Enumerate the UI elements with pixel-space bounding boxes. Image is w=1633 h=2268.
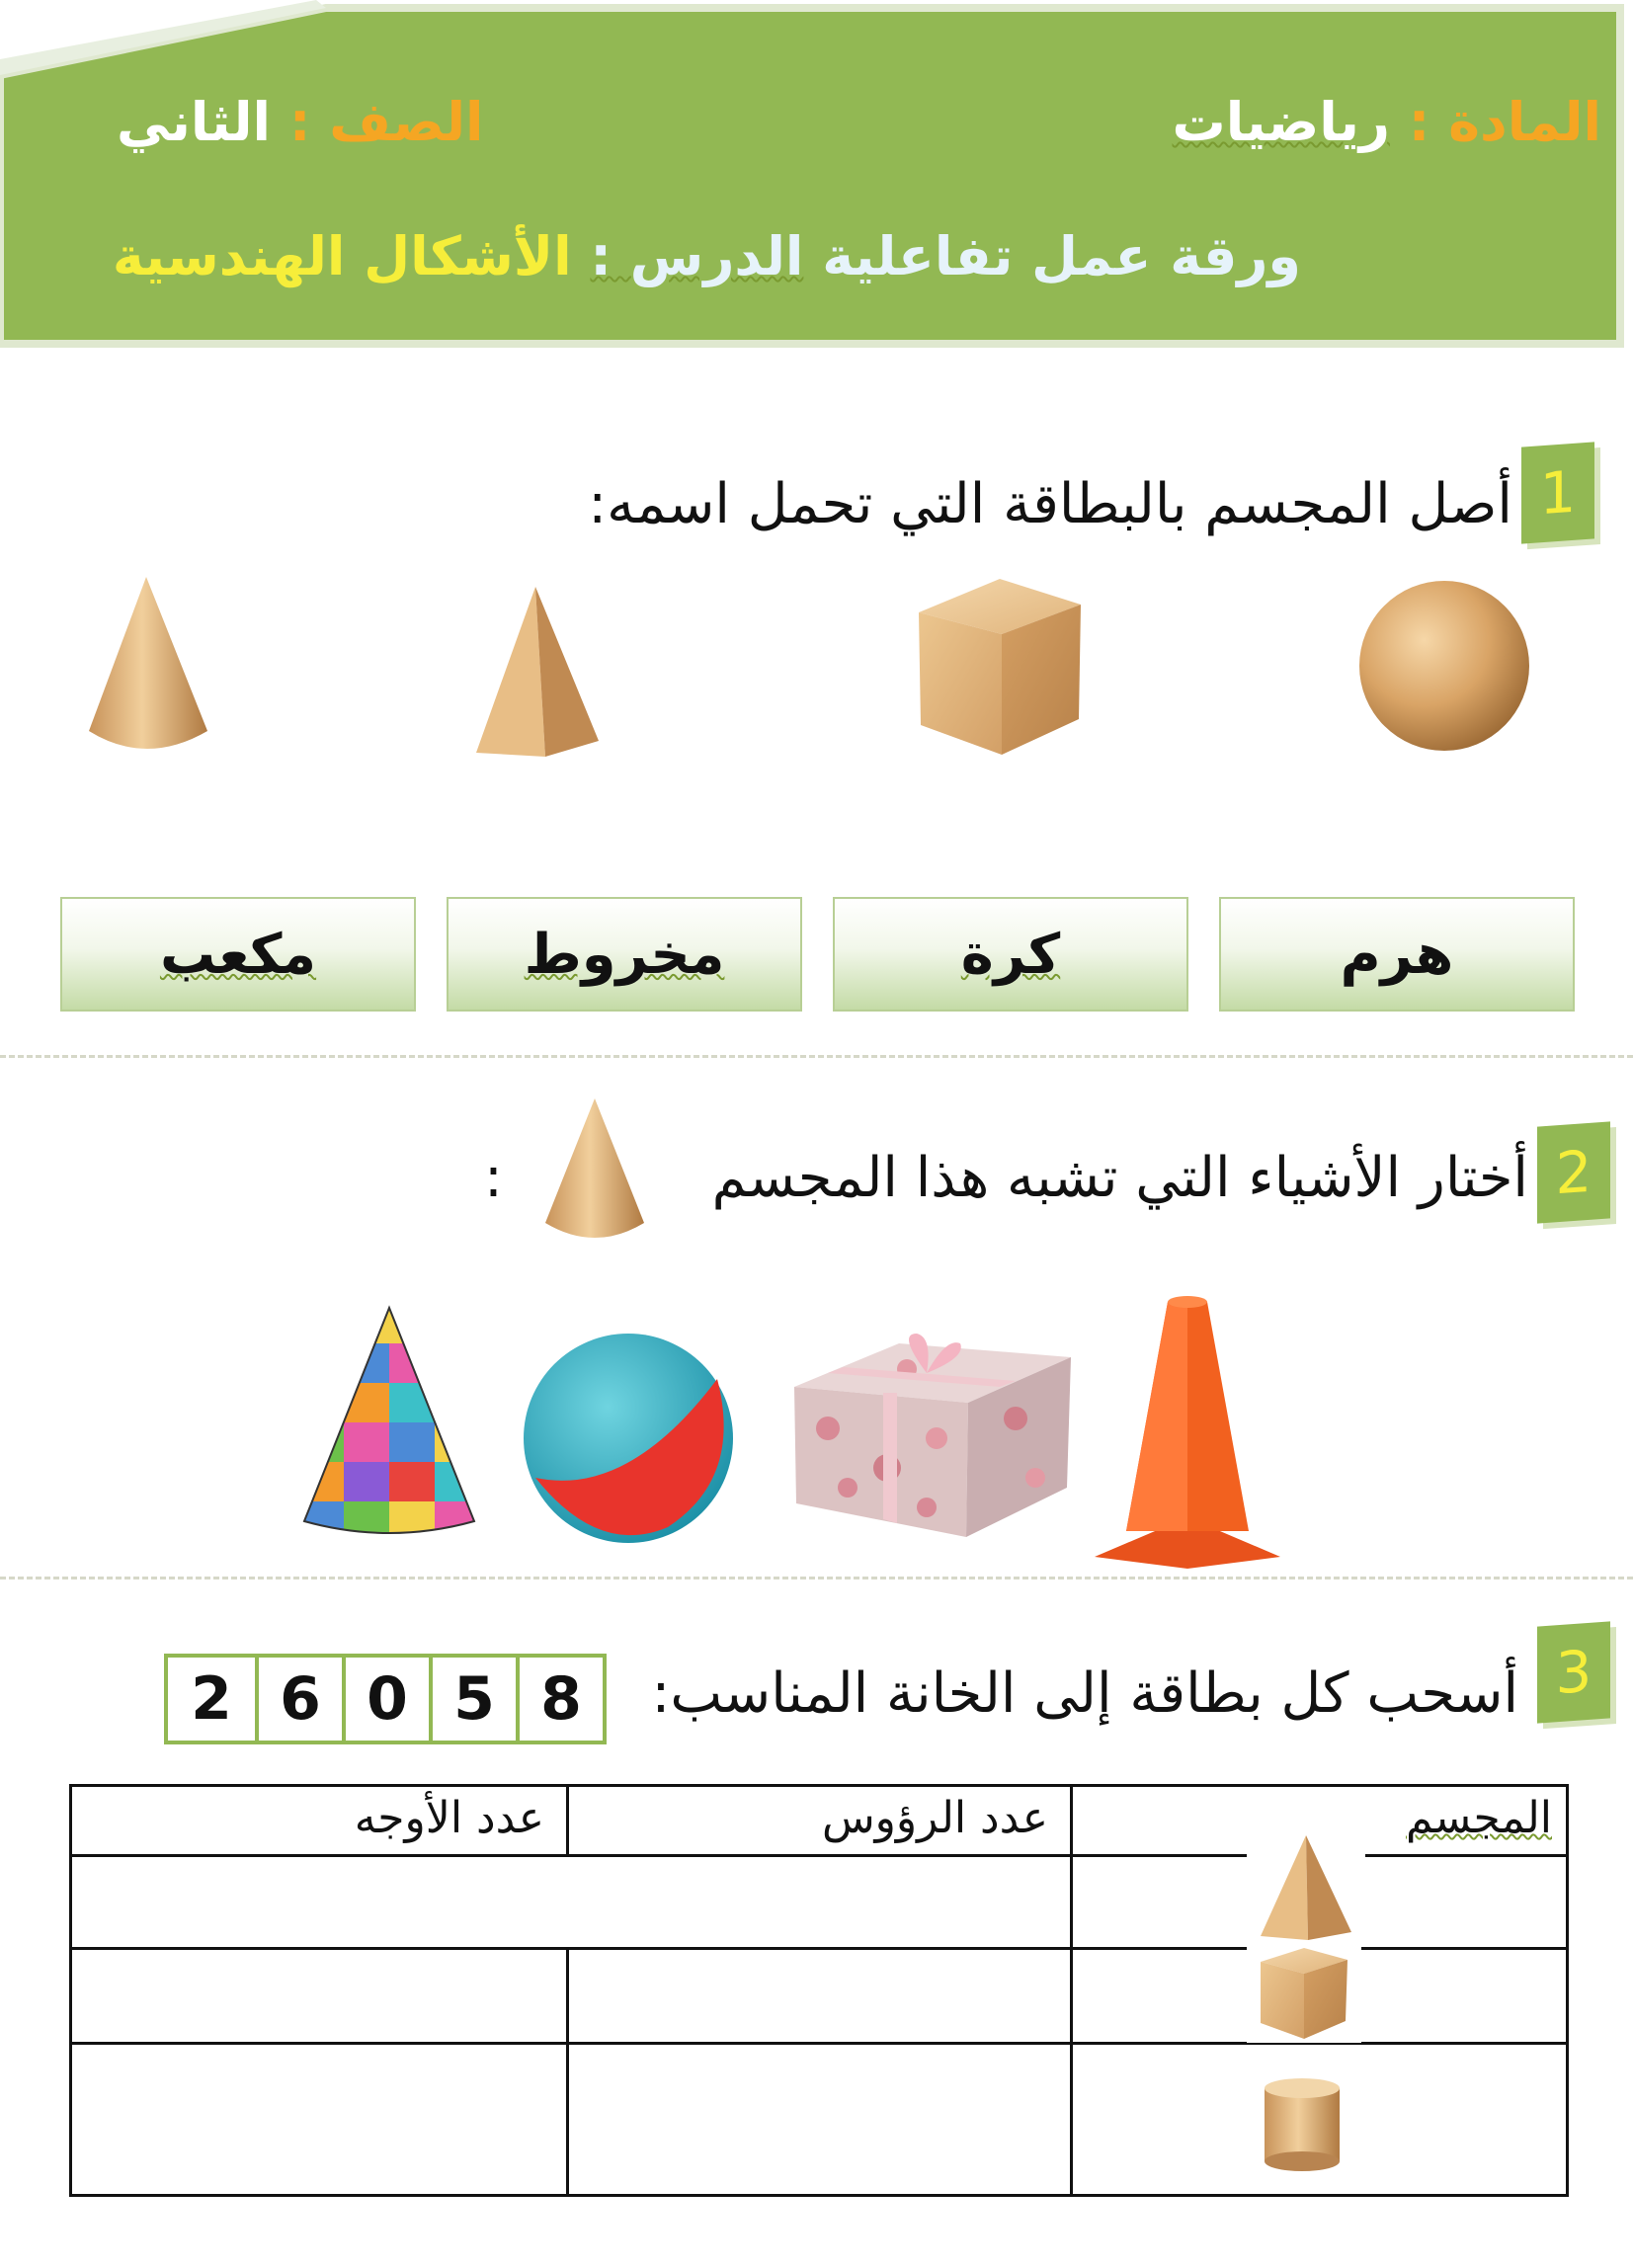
gift-box-icon[interactable] xyxy=(788,1330,1075,1541)
table-divider-2b xyxy=(566,1947,569,2194)
question-2-text xyxy=(712,1146,1528,1210)
table-header-faces: عدد الأوجه xyxy=(354,1793,544,1843)
question-2-colon: : xyxy=(484,1146,503,1210)
section-divider-1 xyxy=(0,1055,1633,1058)
question-3-badge xyxy=(1537,1621,1610,1723)
name-card-sphere-label: كرة xyxy=(960,922,1061,987)
question-1-text: أصل المجسم بالبطاقة التي تحمل اسمه: xyxy=(588,472,1512,536)
table-cylinder-icon xyxy=(1255,2074,1353,2173)
reference-cone-icon xyxy=(541,1094,648,1249)
table-header-vertices: عدد الرؤوس xyxy=(821,1793,1048,1843)
table-divider-2a xyxy=(566,1787,569,1854)
question-1-badge xyxy=(1521,442,1594,543)
section-divider-2 xyxy=(0,1577,1633,1580)
name-card-cube[interactable] xyxy=(60,897,416,1012)
name-card-cone[interactable] xyxy=(447,897,802,1012)
name-card-cube-label: مكعب xyxy=(159,922,317,987)
cone-shape[interactable] xyxy=(85,573,213,761)
header-banner xyxy=(0,0,1633,356)
question-1-number: 1 xyxy=(1539,457,1577,528)
number-card-8[interactable]: 8 xyxy=(516,1658,603,1741)
number-card-5[interactable]: 5 xyxy=(429,1658,516,1741)
lesson-label: الدرس : xyxy=(590,225,804,287)
number-card-6[interactable]: 6 xyxy=(255,1658,342,1741)
ball-icon[interactable] xyxy=(520,1330,737,1547)
number-cards-strip xyxy=(164,1654,607,1744)
table-header-solid-label: المجسم xyxy=(1405,1793,1552,1843)
subject-label: المادة : xyxy=(1408,91,1601,153)
lesson-value: الأشكال الهندسية xyxy=(112,225,572,287)
subject-line xyxy=(1173,91,1601,153)
cube-shape[interactable] xyxy=(909,571,1091,759)
question-2-badge xyxy=(1537,1121,1610,1223)
grade-value: الثاني xyxy=(117,91,272,153)
table-pyramid-icon xyxy=(1247,1829,1365,1948)
name-card-cone-label: مخروط xyxy=(524,922,725,987)
subject-value: رياضيات xyxy=(1172,91,1390,153)
question-2-number: 2 xyxy=(1555,1137,1592,1208)
grade-line xyxy=(117,91,484,153)
sphere-shape[interactable] xyxy=(1353,575,1535,757)
table-header-solid xyxy=(1406,1793,1552,1843)
table-cube-icon xyxy=(1247,1944,1361,2043)
question-3-number: 3 xyxy=(1555,1637,1592,1708)
name-card-pyramid[interactable]: هرم xyxy=(1219,897,1575,1012)
name-card-sphere[interactable] xyxy=(833,897,1188,1012)
traffic-cone-icon[interactable] xyxy=(1091,1294,1284,1571)
pyramid-shape[interactable] xyxy=(472,583,605,761)
party-hat-icon[interactable] xyxy=(298,1304,480,1541)
banner-shape xyxy=(0,0,1633,356)
worksheet-title xyxy=(113,225,1301,287)
table-divider-1 xyxy=(1070,1787,1073,2194)
grade-label: الصف : xyxy=(288,91,484,153)
question-3-text: أسحب كل بطاقة إلى الخانة المناسب: xyxy=(651,1661,1518,1726)
question-2-main: أختار الأشياء التي تشبه هذا المجسم xyxy=(711,1146,1528,1210)
number-card-0[interactable]: 0 xyxy=(342,1658,429,1741)
worksheet-prefix: ورقة عمل تفاعلية xyxy=(822,225,1301,287)
number-card-2[interactable]: 2 xyxy=(191,1664,232,1734)
